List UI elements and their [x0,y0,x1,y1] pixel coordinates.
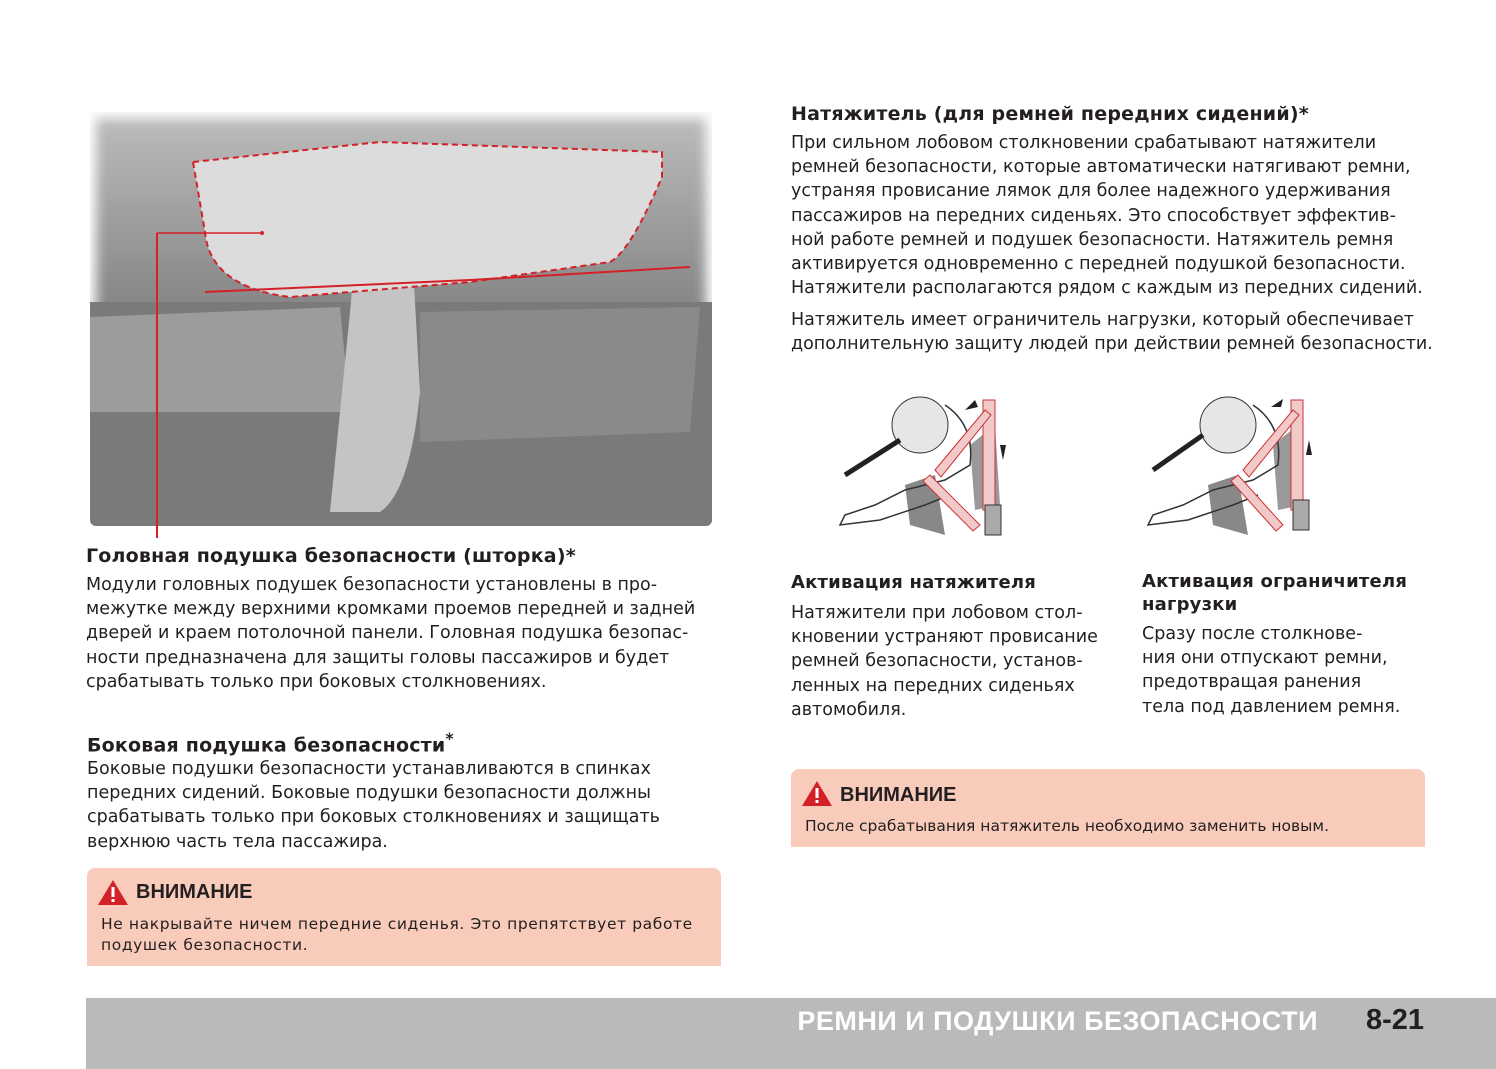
text-line: устраняя провисание лямок для более надежного удерживания [791,181,1391,202]
warning-text [101,914,693,956]
asterisk: * [445,729,454,748]
text-line: Модули головных подушек безопасности установлены в про- [86,575,658,595]
text-line: Натяжители располагаются рядом с каждым из передних сидений. [791,278,1423,299]
text-line: дверей и краем потолочной панели. Головная подушка безопас- [86,623,689,644]
pretensioner-activation-diagram [835,385,1055,550]
activation-text [791,601,1098,722]
load-limiter-diagram [1143,385,1363,550]
text-line: пассажиров на передних сиденьях. Это способствует эффектив- [791,205,1396,226]
pretensioner-text [791,131,1423,300]
text-line: ности предназначена для защиты головы пассажиров и будет [86,647,670,668]
text-line: ремней безопасности, установ- [791,651,1083,672]
heading-line: Активация ограничителя [1142,571,1408,592]
curtain-airbag-text [86,573,695,694]
warning-triangle-icon [801,780,833,807]
text-line: ленных на передних сиденьях [791,675,1075,696]
limiter-heading [1142,570,1407,616]
warning-title: ВНИМАНИЕ [136,881,253,903]
text-line: срабатывать только при боковых столкновениях. [86,671,547,692]
callout-line [156,233,158,538]
text-line: кновении устраняют провисание [791,627,1098,648]
text-line: предотвращая ранения [1142,672,1362,693]
page-number: 8-21 [1365,1004,1424,1036]
text-line: Сразу после столкнове- [1142,624,1363,644]
side-airbag-text [87,757,660,854]
text-line: тела под давлением ремня. [1142,696,1401,717]
text-line: верхнюю часть тела пассажира. [87,831,388,852]
text-line: При сильном лобовом столкновении срабатывают натяжители [791,133,1377,153]
text-line: ной работе ремней и подушек безопасности. Натяжитель ремня [791,229,1394,250]
warning-triangle-icon [97,879,129,906]
heading-text: Боковая подушка безопасности [87,734,446,757]
text-line: подушек безопасности. [101,936,309,954]
warning-box-pretensioner [791,769,1425,847]
text-line: дополнительную защиту людей при действии ремней безопасности. [791,334,1433,355]
text-line: ремней безопасности, которые автоматически натягивают ремни, [791,157,1411,178]
pretensioner-heading: Натяжитель (для ремней передних сидений)* [791,103,1309,125]
activation-heading: Активация натяжителя [791,572,1036,593]
text-line: передних сидений. Боковые подушки безопасности должны [87,783,651,804]
text-line: ния они отпускают ремни, [1142,648,1388,669]
warning-title: ВНИМАНИЕ [840,784,957,806]
curtain-airbag-heading: Головная подушка безопасности (шторка)* [86,545,576,567]
warning-text: После срабатывания натяжитель необходимо заменить новым. [805,817,1330,835]
side-airbag-heading [87,729,454,756]
text-line: Не накрывайте ничем передние сиденья. Это препятствует работе [101,915,693,933]
heading-line: нагрузки [1142,594,1238,615]
page-footer [86,998,1496,1069]
text-line: межутке между верхними кромками проемов передней и задней [86,599,696,620]
curtain-airbag-photo [90,112,712,526]
load-limiter-text [791,308,1433,356]
text-line: Натяжители при лобовом стол- [791,603,1083,623]
text-line: Боковые подушки безопасности устанавливаются в спинках [87,759,651,779]
text-line: автомобиля. [791,699,907,720]
limiter-text [1142,622,1400,719]
text-line: активируется одновременно с передней подушкой безопасности. [791,254,1406,275]
section-title: РЕМНИ И ПОДУШКИ БЕЗОПАСНОСТИ [797,1006,1318,1036]
text-line: срабатывать только при боковых столкновениях и защищать [87,807,660,828]
warning-box-seats [87,868,721,966]
text-line: Натяжитель имеет ограничитель нагрузки, который обеспечивает [791,310,1414,330]
